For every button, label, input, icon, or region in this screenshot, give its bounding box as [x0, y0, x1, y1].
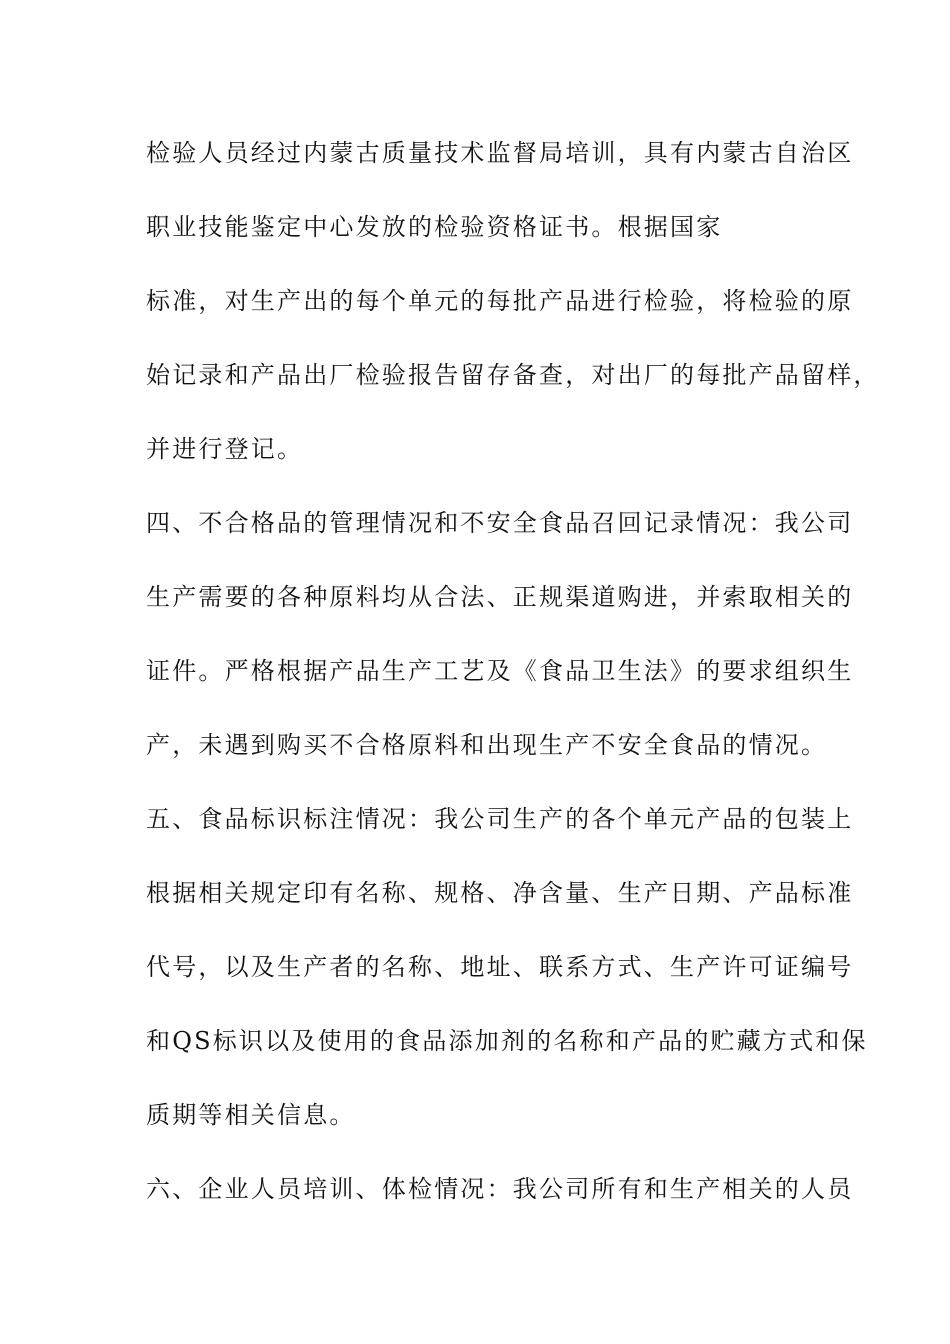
- text-line: 和QS标识以及使用的食品添加剂的名称和产品的贮藏方式和保: [146, 1027, 868, 1055]
- text-line: 并进行登记。: [146, 435, 304, 463]
- text-line: 始记录和产品出厂检验报告留存备查，对出厂的每批产品留样，: [146, 361, 880, 389]
- text-line: 产，未遇到购买不合格原料和出现生产不安全食品的情况。: [146, 731, 828, 759]
- section-five-heading-line: 五、食品标识标注情况：我公司生产的各个单元产品的包装上: [146, 805, 854, 833]
- text-line: 检验人员经过内蒙古质量技术监督局培训，具有内蒙古自治区: [146, 139, 854, 167]
- section-six-heading-line: 六、企业人员培训、体检情况：我公司所有和生产相关的人员: [146, 1175, 854, 1203]
- text-line: 标准，对生产出的每个单元的每批产品进行检验，将检验的原: [146, 287, 854, 315]
- section-four-heading-line: 四、不合格品的管理情况和不安全食品召回记录情况：我公司: [146, 509, 854, 537]
- document-body: [146, 128, 880, 1238]
- text-line: 根据相关规定印有名称、规格、净含量、生产日期、产品标准: [146, 879, 854, 907]
- text-line: 生产需要的各种原料均从合法、正规渠道购进，并索取相关的: [146, 583, 854, 611]
- text-line: 质期等相关信息。: [146, 1101, 356, 1129]
- text-line: 职业技能鉴定中心发放的检验资格证书。根据国家: [146, 213, 723, 241]
- text-line: 代号，以及生产者的名称、地址、联系方式、生产许可证编号: [146, 953, 854, 981]
- text-line: 证件。严格根据产品生产工艺及《食品卫生法》的要求组织生: [146, 657, 854, 685]
